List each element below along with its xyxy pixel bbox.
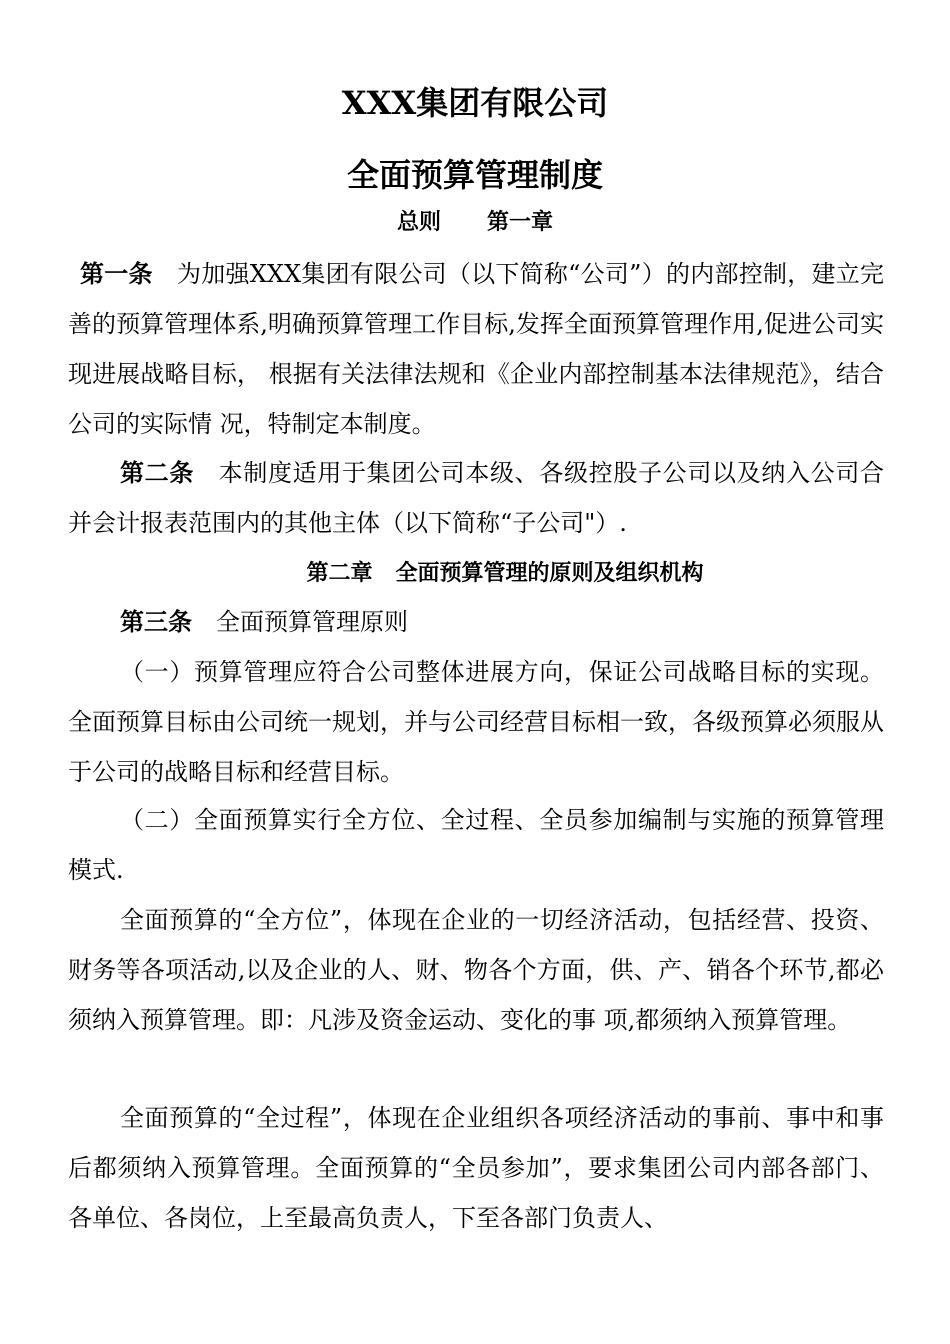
chapter-1-heading: 总则 第一章 bbox=[397, 210, 553, 235]
article-2-text: 本制度适用于集团公司本级、各级控股子公司以及纳入公司合并会计报表范围内的其他主体（以下简称“子公司"）. bbox=[68, 459, 884, 537]
article-3-text: 全面预算管理原则 bbox=[216, 608, 408, 636]
article-1 bbox=[68, 249, 884, 449]
chapter-2-heading: 第二章 全面预算管理的原则及组织机构 bbox=[306, 561, 704, 586]
paragraph-all-direction: 全面预算的“全方位”，体现在企业的一切经济活动，包括经营、投资、财务等各项活动,以及企业的人、财、物各个方面，供、产、销各个环节,都必须纳入预算管理。即：凡涉及资金运动、变化的事 项,都须纳入预算管理。 bbox=[68, 906, 884, 1034]
article-3 bbox=[68, 597, 884, 647]
item-1: （一）预算管理应符合公司整体进展方向，保证公司战略目标的实现。全面预算目标由公司统一规划，并与公司经营目标相一致，各级预算必须服从于公司的战略目标和经营目标。 bbox=[68, 658, 884, 786]
article-2 bbox=[68, 448, 884, 548]
article-2-label: 第二条 bbox=[120, 459, 194, 487]
item-2: （二）全面预算实行全方位、全过程、全员参加编制与实施的预算管理模式. bbox=[68, 806, 884, 884]
article-1-label: 第一条 bbox=[80, 260, 153, 288]
article-1-text: 为加强XXX集团有限公司（以下简称“公司”）的内部控制，建立完善的预算管理体系,明确预算管理工作目标,发挥全面预算管理作用,促进公司实现进展战略目标， 根据有关法律法规和《企业内部控制基本法律规范》，结合公司的实际情 况，特制定本制度。 bbox=[68, 260, 885, 438]
company-title: XXX集团有限公司 bbox=[341, 84, 609, 122]
document-title: 全面预算管理制度 bbox=[346, 156, 603, 194]
paragraph-all-process: 全面预算的“全过程”，体现在企业组织各项经济活动的事前、事中和事后都须纳入预算管理。全面预算的“全员参加”，要求集团公司内部各部门、各单位、各岗位，上至最高负责人，下至各部门负责人、 bbox=[68, 1104, 884, 1232]
article-3-label: 第三条 bbox=[120, 608, 192, 636]
